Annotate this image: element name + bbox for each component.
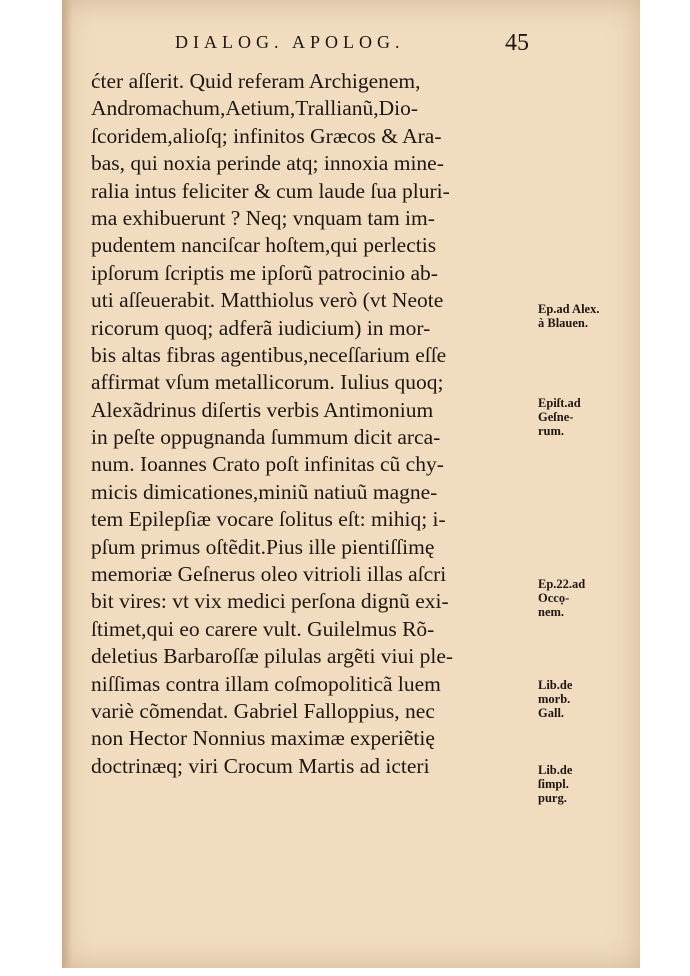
margin-note: Lib.de morb. Gall.	[538, 678, 573, 720]
margin-note: Lib.de ſimpl. purg.	[538, 763, 573, 805]
page-header	[175, 30, 575, 62]
text-line: variè cõmendat. Gabriel Falloppius, nec	[91, 698, 435, 723]
margin-note: Epiſt.ad Geſne- rum.	[538, 396, 581, 438]
body-text	[91, 68, 541, 780]
text-line: deletius Barbaroſſæ pilulas argẽti viui ple-	[91, 644, 454, 669]
text-line: doctrinæq; viri Crocum Martis ad icteri	[91, 753, 430, 778]
text-line: ſtimet,qui eo carere vult. Guilelmus Rõ-	[91, 616, 435, 641]
text-line: pſum primus oſtẽdit.Pius ille pientiſſimę	[91, 534, 435, 559]
text-line: niſſimas contra illam coſmopoliticã luem	[91, 671, 441, 696]
text-line: Andromachum,Aetium,Trallianũ,Dio-	[91, 96, 419, 121]
text-line: Alexãdrinus diſertis verbis Antimonium	[91, 397, 434, 422]
page-gutter-shadow	[62, 0, 72, 968]
margin-note: Ep.ad Alex. à Blauen.	[538, 302, 600, 330]
text-line: bit vires: vt vix medici perſona dignũ exi-	[91, 589, 449, 614]
text-line: non Hector Nonnius maximæ experiẽtię	[91, 726, 435, 751]
text-line: ralia intus feliciter & cum laude ſua pluri-	[91, 178, 450, 203]
text-line: bis altas fibras agentibus,neceſſarium eſſe	[91, 342, 447, 367]
text-line: affirmat vſum metallicorum. Iulius quoq;	[91, 370, 444, 395]
text-line: micis dimicationes,miniũ natiuũ magne-	[91, 479, 438, 504]
text-line: num. Ioannes Crato poſt infinitas cũ chy-	[91, 452, 444, 477]
text-line: ricorum quoq; adferã iudicium) in mor-	[91, 315, 431, 340]
text-line: bas, qui noxia perinde atq; innoxia mine-	[91, 151, 444, 176]
text-line: ma exhibuerunt ? Neq; vnquam tam im-	[91, 205, 435, 230]
text-line: ćter aſſerit. Quid referam Archigenem,	[91, 69, 421, 93]
text-line: tem Epilepſiæ vocare ſolitus eſt: mihiq; i-	[91, 507, 446, 532]
text-line: uti aſſeuerabit. Matthiolus verò (vt Neote	[91, 288, 444, 313]
text-line: pudentem nanciſcar hoſtem,qui perlectis	[91, 233, 437, 258]
page-number: 45	[505, 30, 529, 56]
text-line: in peſte oppugnanda ſummum dicit arca-	[91, 425, 441, 450]
text-line: ſcoridem,alioſq; infinitos Græcos & Ara-	[91, 123, 442, 148]
margin-note: Ep.22.ad Occọ- nem.	[538, 577, 586, 619]
text-line: ipſorum ſcriptis me ipſorũ patrocinio ab-	[91, 260, 438, 285]
running-head: DIALOG. APOLOG.	[175, 32, 405, 52]
text-line: memoriæ Geſnerus oleo vitrioli illas aſcri	[91, 562, 447, 587]
